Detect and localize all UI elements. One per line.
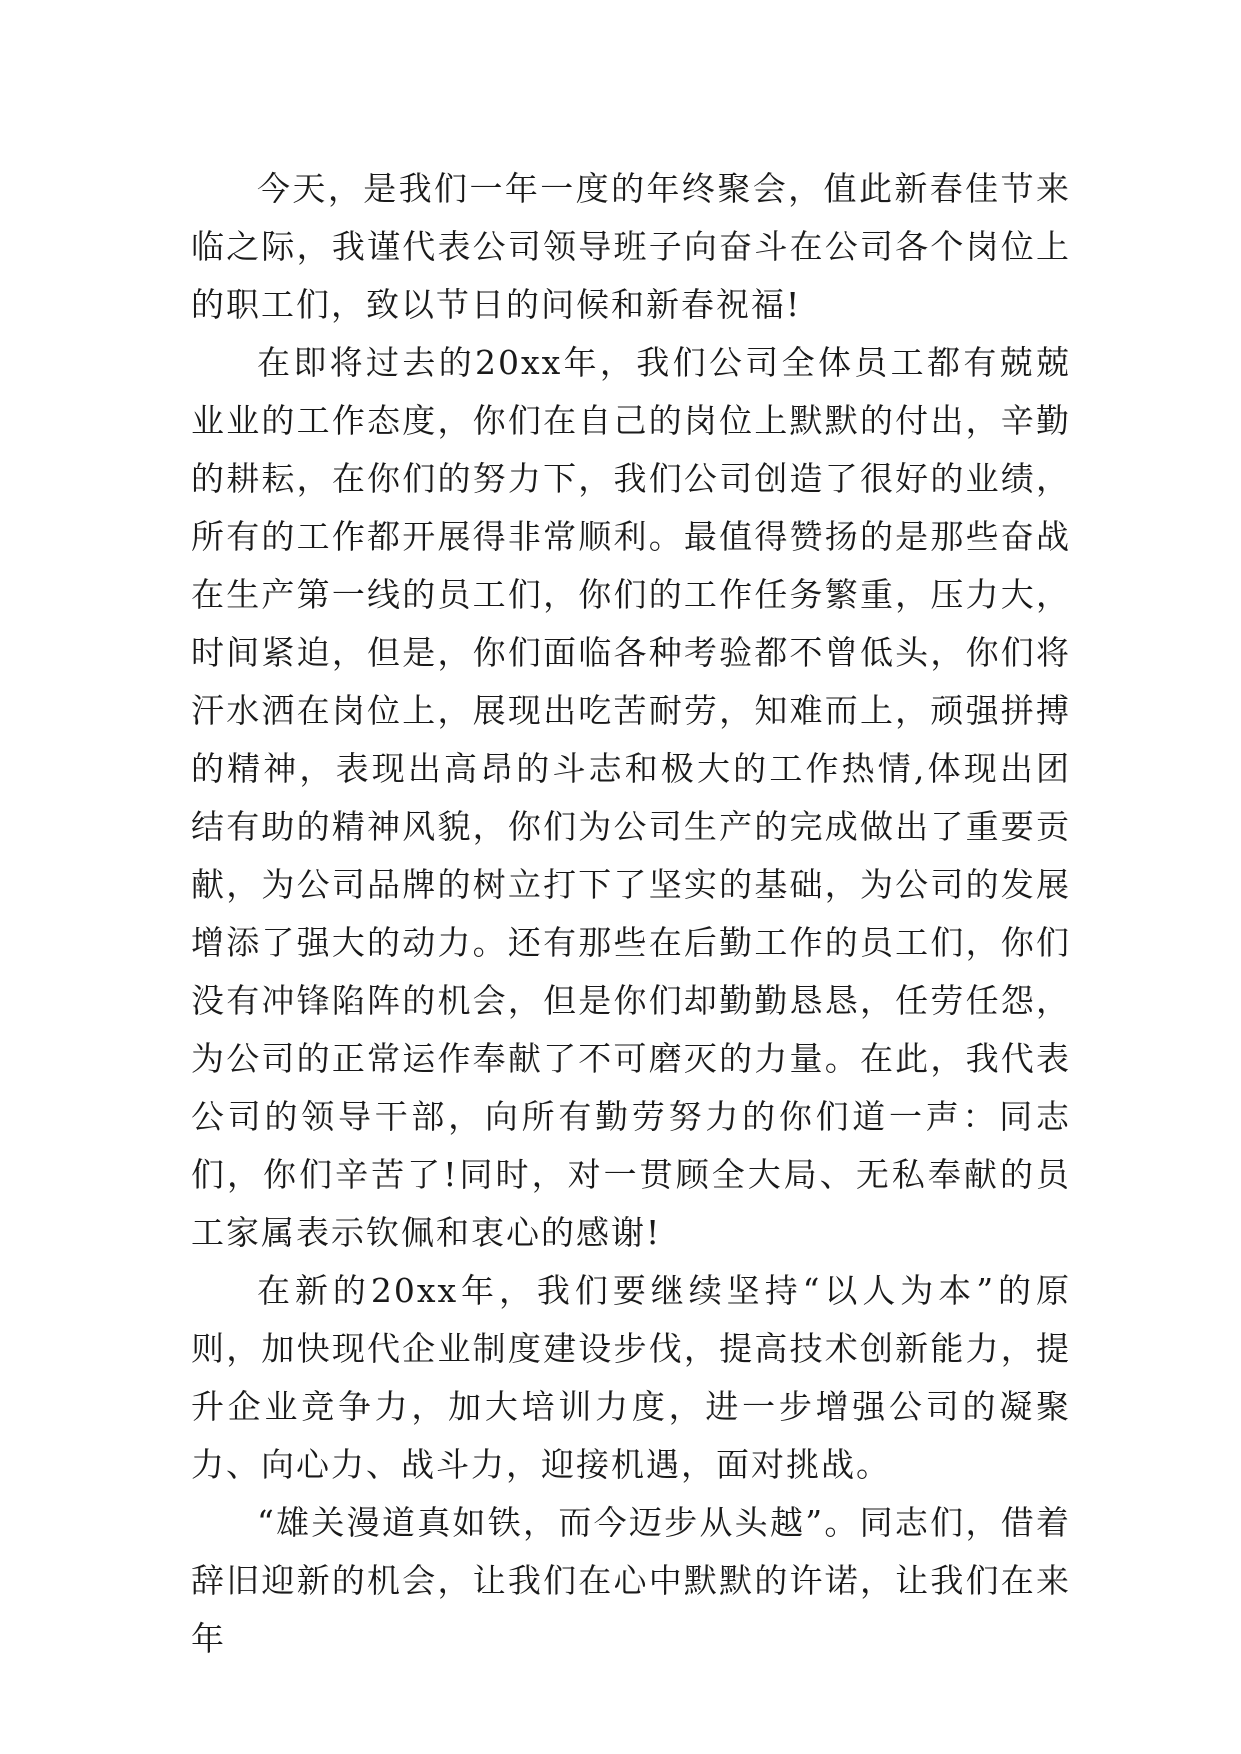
paragraph-greeting: 今天，是我们一年一度的年终聚会，值此新春佳节来临之际，我谨代表公司领导班子向奋斗在公司各个岗位上的职工们，致以节日的问候和新春祝福! <box>191 169 1071 324</box>
document-body <box>191 160 1071 1668</box>
paragraph-new-year-goals: 在新的20xx年，我们要继续坚持“以人为本”的原则，加快现代企业制度建设步伐，提高技术创新能力，提升企业竞争力，加大培训力度，进一步增强公司的凝聚力、向心力、战斗力，迎接机遇，面对挑战。 <box>191 1271 1071 1484</box>
paragraph-year-review: 在即将过去的20xx年，我们公司全体员工都有兢兢业业的工作态度，你们在自己的岗位上默默的付出，辛勤的耕耘，在你们的努力下，我们公司创造了很好的业绩，所有的工作都开展得非常顺利。最值得赞扬的是那些奋战在生产第一线的员工们，你们的工作任务繁重，压力大，时间紧迫，但是，你们面临各种考验都不曾低头，你们将汗水洒在岗位上，展现出吃苦耐劳，知难而上，顽强拼搏的精神，表现出高昂的斗志和极大的工作热情,体现出团结有助的精神风貌，你们为公司生产的完成做出了重要贡献，为公司品牌的树立打下了坚实的基础，为公司的发展增添了强大的动力。还有那些在后勤工作的员工们，你们没有冲锋陷阵的机会，但是你们却勤勤恳恳，任劳任怨，为公司的正常运作奉献了不可磨灭的力量。在此，我代表公司的领导干部，向所有勤劳努力的你们道一声：同志们，你们辛苦了!同时，对一贯顾全大局、无私奉献的员工家属表示钦佩和衷心的感谢! <box>191 343 1071 1252</box>
paragraph-closing: “雄关漫道真如铁，而今迈步从头越”。同志们，借着辞旧迎新的机会，让我们在心中默默的许诺，让我们在来年 <box>191 1503 1071 1658</box>
